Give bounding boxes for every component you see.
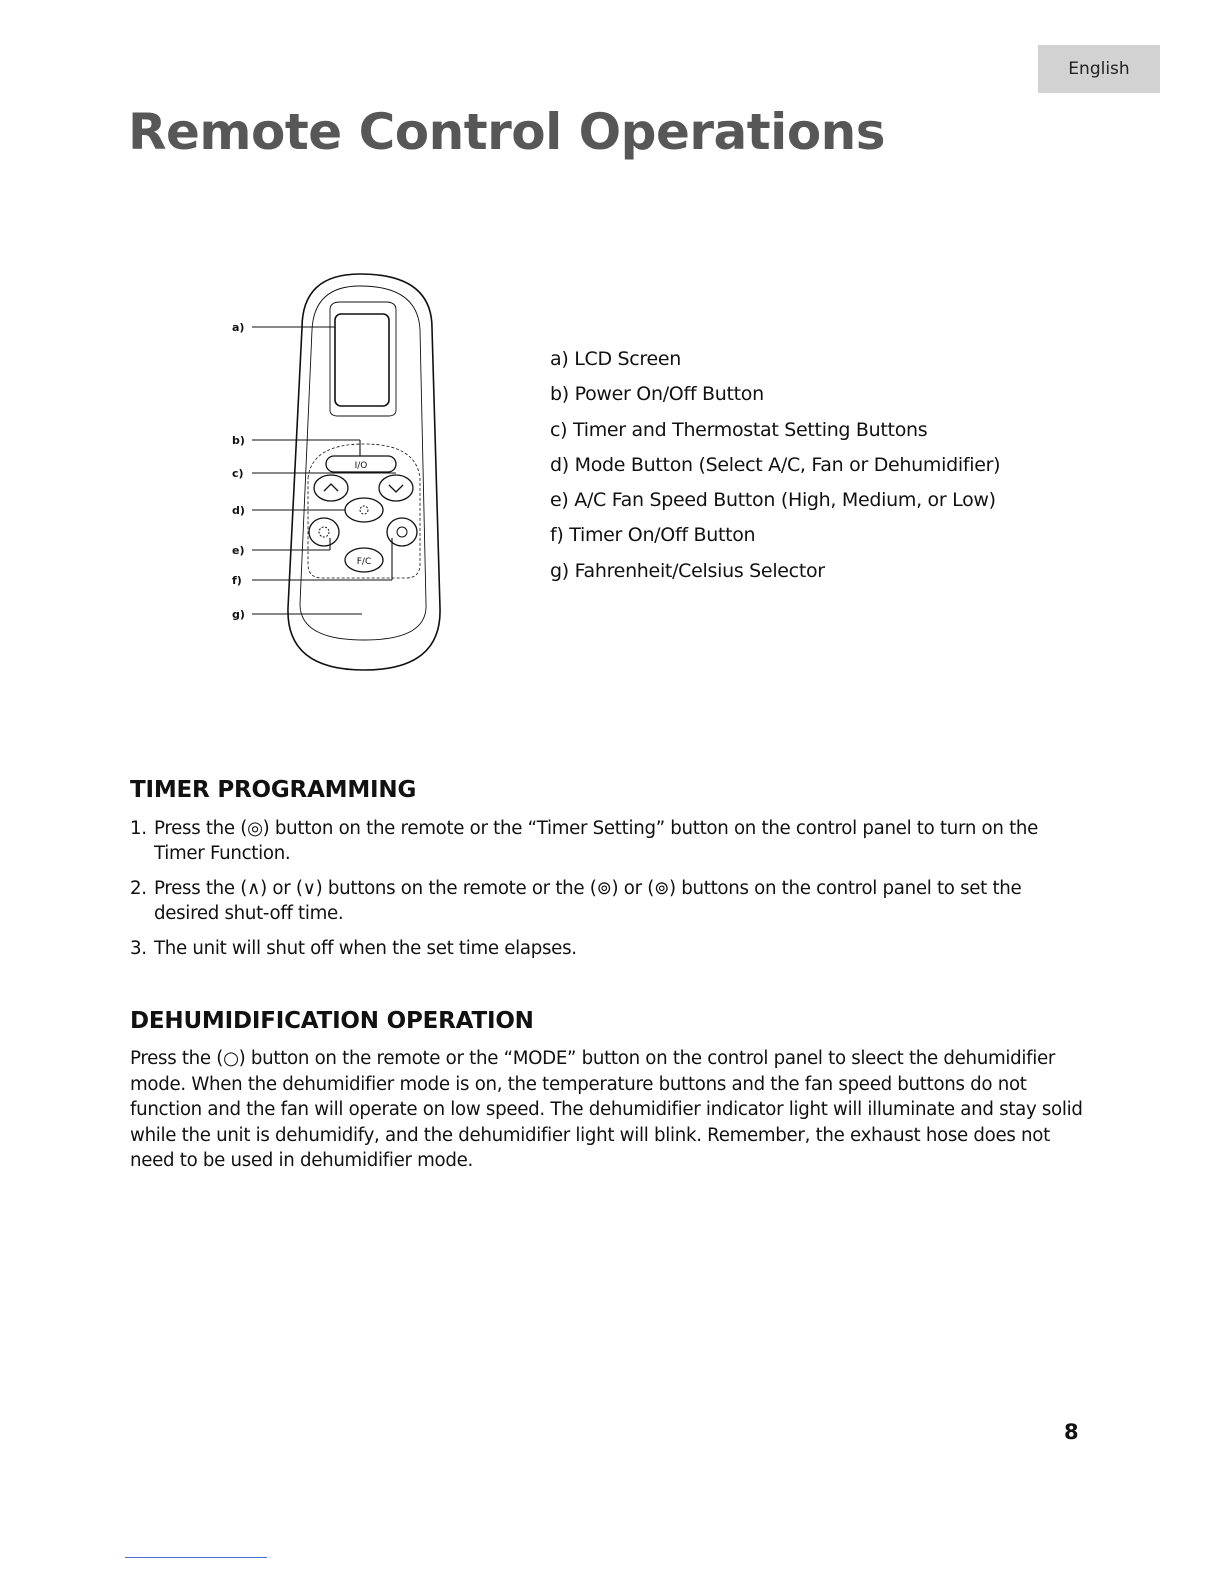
callout-d: d)	[232, 504, 245, 517]
legend-item: d) Mode Button (Select A/C, Fan or Dehumidifier)	[550, 453, 1001, 476]
down-button	[379, 475, 413, 501]
dehumidification-body: Press the (○) button on the remote or the “MODE” button on the control panel to sleect the dehumidifier mode. When the dehumidifier mode is on, the temperature buttons and the fan speed buttons do not function and the fan will operate on low speed. The dehumidifier indicator light will illuminate and stay solid while the unit is dehumidify, and the dehumidifier light will blink. Remember, the exhaust hose does not need to be used in dehumidifier mode.	[130, 1048, 1083, 1171]
up-button	[314, 475, 348, 501]
timer-programming-heading: TIMER PROGRAMMING	[130, 777, 417, 803]
step-number: 3.	[130, 938, 147, 959]
language-tab-label: English	[1068, 59, 1130, 79]
footer-divider	[125, 1557, 267, 1558]
dehumidification-heading: DEHUMIDIFICATION OPERATION	[130, 1008, 534, 1034]
callout-b: b)	[232, 434, 245, 447]
step-text: The unit will shut off when the set time elapses.	[154, 938, 577, 959]
fan-speed-button	[309, 518, 339, 546]
step-text: Press the (∧) or (∨) buttons on the remote or the (⊚) or (⊚) buttons on the control panel to set the desired shut-off time.	[154, 878, 1022, 924]
fc-button-label: F/C	[356, 557, 372, 567]
legend-item: b) Power On/Off Button	[550, 383, 764, 406]
mode-button	[345, 498, 383, 522]
remote-control-diagram	[222, 268, 452, 680]
power-button-label: I/O	[354, 461, 368, 471]
step-number: 1.	[130, 818, 147, 839]
legend-item: e) A/C Fan Speed Button (High, Medium, or Low)	[550, 489, 996, 512]
legend-item: c) Timer and Thermostat Setting Buttons	[550, 418, 928, 441]
legend-item: f) Timer On/Off Button	[550, 524, 756, 547]
timer-step	[130, 816, 1090, 866]
lcd-screen	[335, 314, 389, 406]
timer-step	[130, 936, 1090, 961]
callout-c: c)	[232, 467, 244, 480]
page-number: 8	[1064, 1420, 1079, 1444]
timer-programming-steps	[130, 816, 1090, 971]
component-legend	[550, 342, 1000, 589]
step-text: Press the (◎) button on the remote or the “Timer Setting” button on the control panel to turn on the Timer Function.	[154, 818, 1039, 864]
callout-g: g)	[232, 608, 245, 621]
legend-item: g) Fahrenheit/Celsius Selector	[550, 559, 825, 582]
step-number: 2.	[130, 878, 147, 899]
language-tab[interactable]	[1038, 45, 1160, 93]
page-title: Remote Control Operations	[128, 103, 886, 161]
timer-step	[130, 876, 1090, 926]
callout-e: e)	[232, 544, 245, 557]
legend-item: a) LCD Screen	[550, 348, 682, 370]
callout-f: f)	[232, 574, 242, 587]
callout-a: a)	[232, 321, 245, 334]
